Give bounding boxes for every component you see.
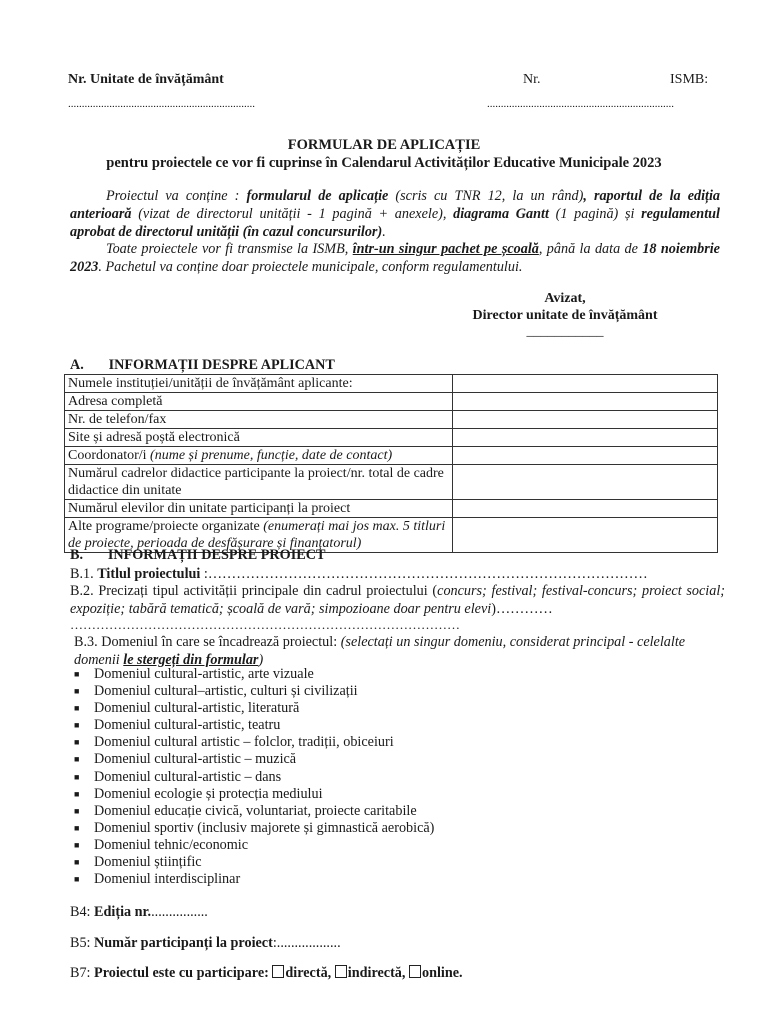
table-row	[65, 447, 718, 465]
table-row	[65, 393, 718, 411]
list-item[interactable]: ■ Domeniul cultural-artistic, teatru	[74, 717, 281, 734]
list-item[interactable]: ■ Domeniul cultural–artistic, culturi și civilizații	[74, 683, 358, 700]
square-bullet-icon: ■	[74, 669, 80, 679]
list-item[interactable]: ■ Domeniul cultural-artistic – dans	[74, 768, 282, 785]
edition-line: B4: Ediția nr.................	[70, 904, 208, 920]
approval-label: Avizat,	[544, 291, 586, 306]
project-title-field[interactable]: :…………………………………………………………………………………	[200, 566, 648, 582]
director-label: Director unitate de învățământ	[472, 308, 658, 323]
unit-number-label: Nr. Unitate de învățământ	[68, 72, 224, 87]
direct-checkbox[interactable]	[272, 965, 284, 978]
row-value-cell[interactable]	[453, 375, 718, 393]
list-item[interactable]: ■ Domeniul tehnic/economic	[74, 836, 249, 853]
domain-instructions: B.3. Domeniul în care se încadrează proiectul: (selectați un singur domeniu, considerat principal - celelalte domenii le stergeți din formular)	[74, 634, 686, 668]
row-value-cell[interactable]	[453, 393, 718, 411]
row-value-cell[interactable]	[453, 411, 718, 429]
online-option-label: online.	[422, 965, 463, 981]
row-label: Numărul elevilor din unitate participanți la proiect	[65, 500, 453, 518]
square-bullet-icon: ■	[74, 720, 80, 731]
online-checkbox[interactable]	[409, 965, 421, 978]
list-item[interactable]: ■ Domeniul științific	[74, 854, 202, 871]
edition-field[interactable]: ................	[151, 904, 208, 920]
table-row	[65, 411, 718, 429]
list-item[interactable]: ■ Domeniul cultural artistic – folclor, tradiții, obiceiuri	[74, 734, 394, 751]
indirect-option-label: indirectă,	[347, 965, 409, 981]
activity-type-line: B.2. Precizați tipul activității principale din cadrul proiectului (concurs; festival; festival-concurs; proiect social; expoziție; tabără tematică; școală de vară; simpozioane doar pentru elevi)…………	[70, 583, 725, 617]
indirect-checkbox[interactable]	[335, 965, 347, 978]
participation-type-line: B7: Proiectul este cu participare: directă, indirectă, online.	[70, 965, 463, 981]
square-bullet-icon: ■	[74, 771, 80, 782]
row-label: Adresa completă	[65, 393, 453, 411]
square-bullet-icon: ■	[74, 822, 80, 833]
ismb-number-field[interactable]: ....................................................................	[487, 98, 674, 110]
square-bullet-icon: ■	[74, 686, 80, 697]
square-bullet-icon: ■	[74, 737, 80, 748]
square-bullet-icon: ■	[74, 839, 80, 850]
row-value-cell[interactable]	[453, 465, 718, 500]
nr-label: Nr.	[523, 72, 541, 87]
row-value-cell[interactable]	[453, 447, 718, 465]
square-bullet-icon: ■	[74, 788, 80, 799]
table-row	[65, 375, 718, 393]
list-item[interactable]: ■ Domeniul educație civică, voluntariat, proiecte caritabile	[74, 802, 417, 819]
list-item[interactable]: ■ Domeniul cultural-artistic, arte vizuale	[74, 666, 314, 682]
form-subtitle: pentru proiectele ce vor fi cuprinse în Calendarul Activităților Educative Municipale 2023	[106, 155, 662, 171]
participants-line: B5: Număr participanți la proiect:..................	[70, 935, 341, 951]
table-row	[65, 429, 718, 447]
row-value-cell[interactable]	[453, 518, 718, 553]
square-bullet-icon: ■	[74, 754, 80, 765]
project-title-line: B.1. Titlul proiectului :…………………………………………………………………………………	[70, 566, 648, 582]
table-row	[65, 500, 718, 518]
applicant-info-table	[64, 374, 718, 553]
row-label: Nr. de telefon/fax	[65, 411, 453, 429]
square-bullet-icon: ■	[74, 874, 80, 885]
square-bullet-icon: ■	[74, 857, 80, 868]
unit-number-field[interactable]: ....................................................................	[68, 98, 255, 110]
participants-field[interactable]: :..................	[272, 935, 341, 951]
row-value-cell[interactable]	[453, 429, 718, 447]
list-item[interactable]: ■ Domeniul interdisciplinar	[74, 871, 241, 888]
intro-paragraph-2: Toate proiectele vor fi transmise la ISMB, într-un singur pachet pe școală, până la data de 18 noiembrie 2023. Pachetul va conține doar proiectele municipale, conform regulamentului.	[70, 241, 720, 275]
direct-option-label: directă,	[285, 965, 335, 981]
ismb-label: ISMB:	[670, 72, 709, 87]
row-value-cell[interactable]	[453, 500, 718, 518]
row-label: Numele instituției/unității de învățământ aplicante:	[65, 375, 453, 393]
row-label: Site și adresă poștă electronică	[65, 429, 453, 447]
row-label: Numărul cadrelor didactice participante la proiect/nr. total de cadre didactice din unitate	[65, 465, 453, 500]
section-b-title: B. INFORMAȚII DESPRE PROIECT	[70, 547, 326, 563]
list-item[interactable]: ■ Domeniul cultural-artistic, literatură	[74, 700, 300, 717]
list-item[interactable]: ■ Domeniul sportiv (inclusiv majorete și gimnastică aerobică)	[74, 819, 435, 836]
list-item[interactable]: ■ Domeniul ecologie și protecția mediului	[74, 785, 323, 802]
intro-paragraph-1: Proiectul va conține : formularul de aplicație (scris cu TNR 12, la un rând), raportul de la ediția anterioară (vizat de directorul unității - 1 pagină + anexele), diagrama Gantt (1 pagină) și regulamentul aprobat de directorul unității (în cazul concursurilor).	[70, 188, 721, 240]
list-item[interactable]: ■ Domeniul cultural-artistic – muzică	[74, 751, 297, 768]
domain-list	[70, 666, 434, 888]
director-signature-field[interactable]: ___________	[526, 324, 604, 339]
row-label: Coordonator/i (nume și prenume, funcție, date de contact)	[65, 447, 453, 465]
table-row	[65, 465, 718, 500]
activity-type-field[interactable]: ………………………………………………………………………………	[70, 617, 460, 632]
square-bullet-icon: ■	[74, 703, 80, 714]
row-label: Alte programe/proiecte organizate (enumerați mai jos max. 5 titluri de proiecte, perioada de desfășurare și finanțatorul)	[65, 518, 453, 553]
form-title: FORMULAR DE APLICAȚIE	[287, 137, 481, 153]
square-bullet-icon: ■	[74, 805, 80, 816]
section-a-title: A. INFORMAȚII DESPRE APLICANT	[70, 357, 335, 373]
